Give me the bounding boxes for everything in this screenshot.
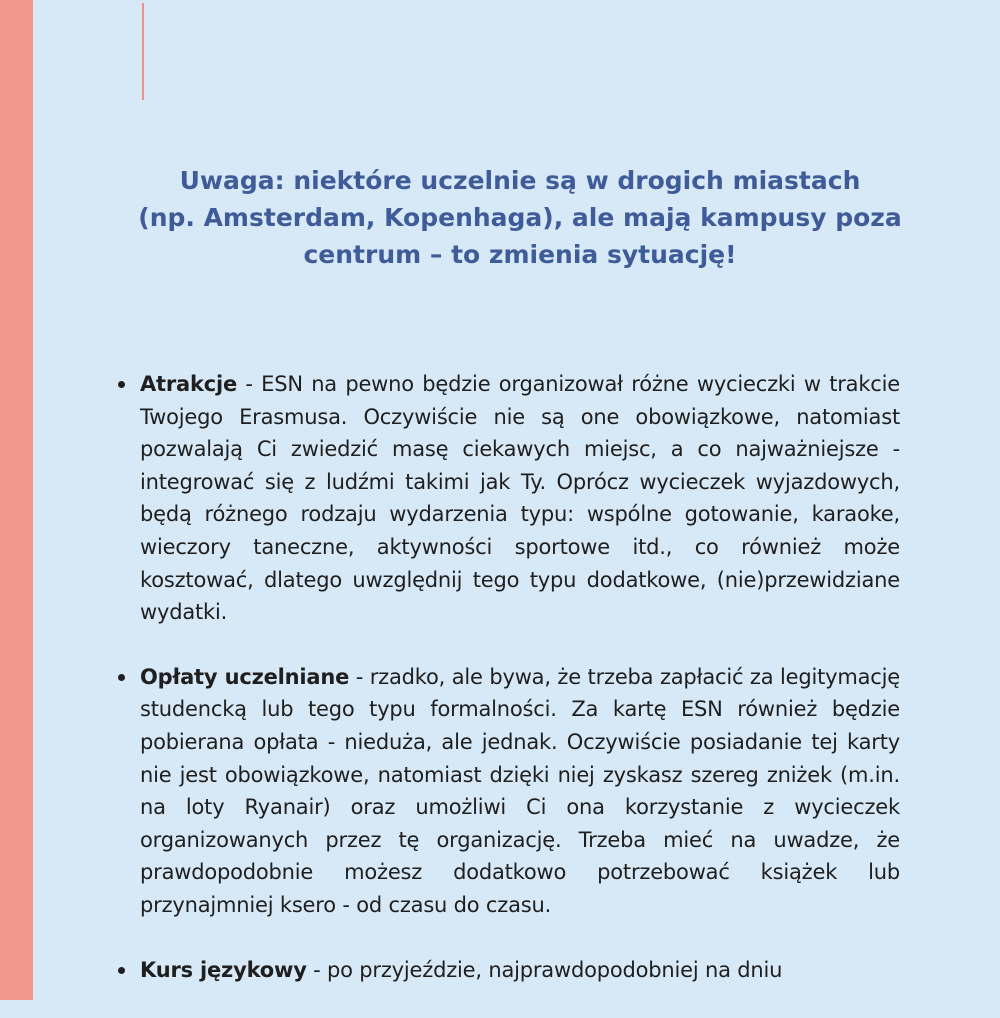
list-item-text: - ESN na pewno będzie organizował różne wycieczki w trakcie Twojego Erasmusa. Oczywiście nie są one obowiązkowe, natomiast pozwalają Ci zwiedzić masę ciekawych miejsc, a co najważniejsze - integrować się z ludźmi takimi jak Ty. Oprócz wycieczek wyjazdowych, będą różnego rodzaju wydarzenia typu: wspólne gotowanie, karaoke, wieczory taneczne, aktywności sportowe itd., co również może kosztować, dlatego uwzględnij tego typu dodatkowe, (nie)przewidziane wydatki. [140, 372, 900, 625]
note-heading [100, 162, 940, 273]
note-line-2: (np. Amsterdam, Kopenhaga), ale mają kampusy poza [138, 203, 902, 232]
list-item-text: - po przyjeździe, najprawdopodobniej na dniu [306, 957, 783, 982]
expenses-list [140, 368, 900, 1018]
list-item-text: - rzadko, ale bywa, że trzeba zapłacić za legitymację studencką lub tego typu formalności. Za kartę ESN również będzie pobierana opłata - nieduża, ale jednak. Oczywiście posiadanie tej karty nie jest obowiązkowe, natomiast dzięki niej zyskasz szereg zniżek (m.in. na loty Ryanair) oraz umożliwi Ci ona korzystanie z wycieczek organizowanych przez tę organizację. Trzeba mieć na uwadze, że prawdopodobnie możesz dodatkowo potrzebować książek lub przynajmniej ksero - od czasu do czasu. [140, 664, 901, 917]
accent-line [142, 3, 144, 100]
list-item-language-course [140, 954, 900, 987]
note-line-3: centrum – to zmienia sytuację! [303, 240, 737, 269]
left-decorative-strip [0, 0, 33, 1000]
list-item-university-fees [140, 661, 900, 922]
note-line-1: Uwaga: niektóre uczelnie są w drogich miastach [179, 166, 861, 195]
list-item-term: Atrakcje [140, 372, 238, 396]
list-item-term: Opłaty uczelniane [140, 664, 350, 689]
list-item-term: Kurs językowy [140, 957, 307, 982]
list-item-attractions [140, 368, 900, 629]
